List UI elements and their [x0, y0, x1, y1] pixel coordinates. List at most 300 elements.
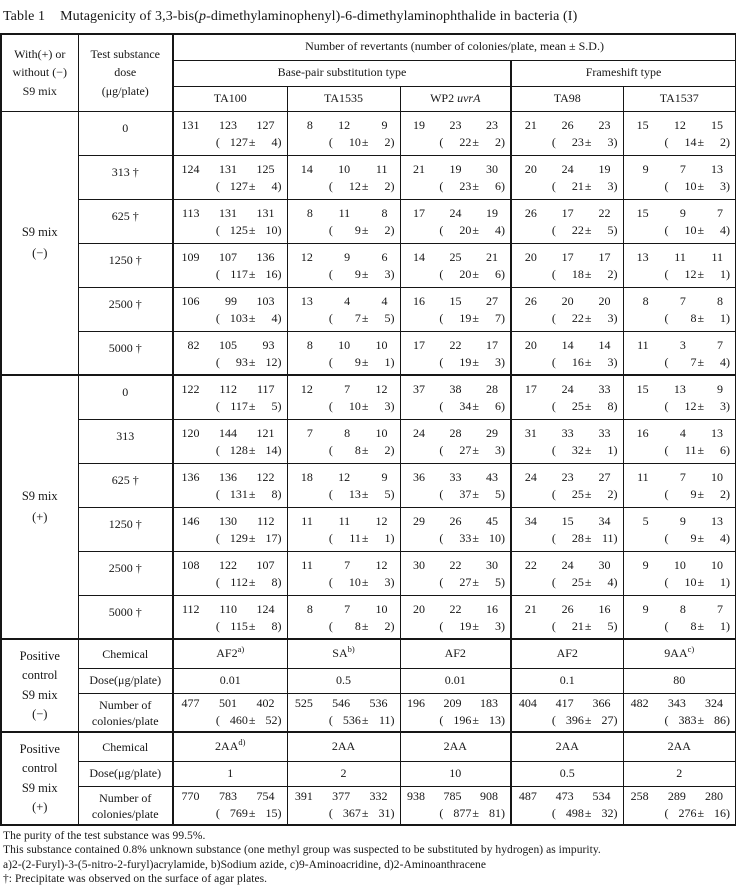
chemical-footnote-ref: c): [687, 644, 695, 655]
count-value: 29: [486, 425, 498, 440]
plus-minus-sign: ±: [361, 618, 369, 633]
plus-minus-sign: ±: [361, 399, 369, 413]
close-paren: ): [613, 354, 618, 369]
plate-counts: [401, 162, 511, 177]
revertant-cell: [511, 463, 623, 507]
open-paren: (: [328, 574, 333, 589]
count-value: 120: [181, 425, 200, 440]
chemical-name: [173, 732, 287, 761]
count-value: 34: [524, 513, 537, 528]
open-paren: (: [328, 266, 333, 281]
chemical-footnote-ref: b): [347, 644, 355, 655]
mean-value: 498: [565, 805, 584, 820]
revertant-cell: [400, 331, 511, 375]
revertant-cell: [400, 199, 511, 243]
sd-value: 3: [720, 399, 727, 413]
mean-sd: [174, 443, 287, 458]
plate-counts: [401, 206, 511, 221]
mean-value: 129: [229, 530, 248, 545]
plus-minus-sign: ±: [697, 178, 705, 193]
close-paren: ): [613, 442, 618, 457]
count-value: 10: [375, 337, 388, 352]
pc-dose-row: [1, 668, 736, 693]
plus-minus-sign: ±: [248, 266, 256, 281]
mean-sd: [288, 179, 400, 194]
plate-counts: [288, 162, 400, 177]
count-value: 8: [381, 205, 388, 220]
chemical-text: AF2: [444, 646, 466, 661]
sd-value: 2: [607, 266, 614, 281]
strain-header-ta1537: TA1537: [623, 86, 736, 111]
sd-value: 2: [384, 134, 391, 149]
count-value: 33: [449, 469, 462, 484]
count-value: 136: [256, 249, 275, 264]
dose-row: [1, 331, 736, 375]
mean-value: 367: [342, 805, 361, 820]
plate-counts: [624, 118, 736, 133]
mean-value: 23: [571, 134, 584, 149]
mean-sd: [174, 135, 287, 150]
table-number: Table 1: [3, 9, 46, 24]
mean-value: 10: [684, 574, 697, 589]
mean-sd: [512, 179, 623, 194]
count-value: 124: [181, 161, 200, 176]
plus-minus-sign: ±: [248, 712, 256, 727]
mean-value: 19: [459, 618, 472, 633]
footnote-purity: The purity of the test substance was 99.5%.: [3, 830, 206, 842]
mean-sd: [174, 619, 287, 634]
open-paren: (: [551, 712, 556, 727]
mean-value: 9: [690, 530, 697, 545]
close-paren: ): [501, 530, 505, 545]
pc-section-label-line: Positive: [19, 741, 60, 756]
count-value: 23: [486, 117, 498, 132]
pc-chemical-row: [1, 732, 736, 761]
count-value: 6: [381, 249, 388, 264]
open-paren: (: [551, 354, 556, 369]
mean-value: 7: [354, 310, 361, 325]
revertant-cell: [173, 243, 287, 287]
strain-header-ta1535: TA1535: [287, 86, 400, 111]
close-paren: ): [613, 805, 618, 820]
dose-value: 1250 †: [78, 243, 173, 287]
count-value: 332: [369, 788, 388, 803]
dose-value: 5000 †: [78, 595, 173, 639]
count-value: 402: [256, 695, 275, 710]
count-value: 26: [449, 513, 462, 528]
close-paren: ): [277, 266, 282, 281]
plate-counts: [512, 789, 623, 804]
pc-dose-value: 1: [173, 761, 287, 786]
count-value: 123: [219, 117, 237, 132]
revertant-cell: [623, 419, 736, 463]
plate-counts: [512, 514, 623, 529]
close-paren: ): [277, 442, 282, 457]
dose-value: 625 †: [78, 199, 173, 243]
sd-value: 6: [495, 266, 501, 281]
pc-row-label-chemical: Chemical: [78, 732, 173, 761]
count-value: 16: [413, 293, 425, 308]
count-value: 11: [301, 557, 313, 572]
open-paren: (: [328, 178, 333, 193]
section-label-line: S9 mix: [21, 224, 58, 239]
close-paren: ): [501, 178, 505, 193]
revertant-cell: [400, 111, 511, 155]
plus-minus-sign: ±: [697, 354, 705, 369]
chemical-name: [623, 639, 736, 668]
count-value: 8: [642, 293, 649, 308]
mean-sd: [288, 355, 400, 370]
plus-minus-sign: ±: [472, 266, 479, 281]
close-paren: ): [277, 486, 282, 501]
count-value: 121: [256, 425, 275, 440]
plus-minus-sign: ±: [697, 266, 705, 281]
plus-minus-sign: ±: [472, 222, 479, 237]
pc-dose-value: 80: [623, 668, 736, 693]
count-value: 37: [413, 382, 425, 396]
count-value: 21: [524, 601, 537, 616]
count-value: 113: [181, 205, 200, 220]
plus-minus-sign: ±: [584, 442, 592, 457]
plus-minus-sign: ±: [248, 486, 256, 501]
plate-counts: [288, 789, 400, 804]
revertant-cell: [287, 287, 400, 331]
open-paren: (: [551, 310, 556, 325]
pc-dose-value: 0.01: [400, 668, 511, 693]
plate-counts: [512, 558, 623, 573]
dose-row: [1, 287, 736, 331]
close-paren: ): [501, 574, 505, 589]
count-value: 25: [449, 249, 462, 264]
mean-value: 10: [348, 399, 361, 413]
close-paren: ): [390, 178, 395, 193]
count-value: 146: [181, 513, 200, 528]
plus-minus-sign: ±: [697, 530, 705, 545]
sd-value: 27: [601, 712, 614, 727]
close-paren: ): [726, 354, 731, 369]
plus-minus-sign: ±: [697, 486, 705, 501]
count-value: 21: [413, 161, 425, 176]
count-value: 21: [486, 249, 498, 264]
plate-counts: [512, 118, 623, 133]
sd-value: 5: [271, 399, 278, 413]
open-paren: (: [328, 805, 333, 820]
count-value: 27: [486, 293, 498, 308]
count-value: 112: [181, 601, 200, 616]
count-value: 10: [673, 557, 686, 572]
revertant-cell: [511, 786, 623, 825]
mean-value: 37: [459, 486, 472, 501]
pc-dose-row: [1, 761, 736, 786]
mean-sd: [624, 223, 736, 238]
mean-sd: [174, 311, 287, 326]
revertant-cell: [623, 287, 736, 331]
pc-row-label-number: [78, 693, 173, 732]
count-value: 9: [381, 117, 388, 132]
chemical-text: 2AA: [331, 739, 356, 754]
revertant-cell: [173, 155, 287, 199]
open-paren: (: [215, 399, 220, 413]
plate-counts: [174, 294, 287, 309]
sd-value: 7: [495, 310, 501, 325]
mean-sd: [288, 223, 400, 238]
mean-sd: [288, 531, 400, 546]
plate-counts: [624, 382, 736, 397]
plate-counts: [288, 382, 400, 397]
count-value: 17: [524, 382, 537, 396]
revertant-cell: [623, 595, 736, 639]
mean-sd: [174, 575, 287, 590]
count-value: 19: [598, 161, 611, 176]
mean-value: 112: [230, 574, 248, 589]
plus-minus-sign: ±: [584, 618, 592, 633]
open-paren: (: [215, 530, 220, 545]
revertant-cell: [400, 375, 511, 419]
pc-section-label-line: (−): [32, 706, 48, 721]
dose-column-header: [78, 34, 173, 111]
revertant-cell: [511, 551, 623, 595]
open-paren: (: [551, 134, 556, 149]
plus-minus-sign: ±: [361, 134, 369, 149]
count-value: 24: [413, 425, 425, 440]
mean-sd: [512, 531, 623, 546]
plus-minus-sign: ±: [697, 442, 705, 457]
plus-minus-sign: ±: [248, 134, 256, 149]
open-paren: (: [439, 618, 444, 633]
close-paren: ): [726, 712, 731, 727]
sd-value: 1: [720, 574, 727, 589]
plate-counts: [624, 558, 736, 573]
s9-header-line: S9 mix: [22, 84, 57, 99]
mean-sd: [288, 575, 400, 590]
revertant-cell: [511, 375, 623, 419]
open-paren: (: [439, 134, 444, 149]
sd-value: 6: [720, 442, 727, 457]
pc-dose-value: 2: [287, 761, 400, 786]
open-paren: (: [664, 805, 669, 820]
revertant-cell: [173, 507, 287, 551]
count-value: 525: [294, 695, 313, 710]
chemical-name: [400, 732, 511, 761]
plate-counts: [624, 338, 736, 353]
mean-sd: [512, 619, 623, 634]
plate-counts: [512, 250, 623, 265]
mean-sd: [624, 399, 736, 414]
close-paren: ): [501, 222, 505, 237]
revertant-cell: [511, 595, 623, 639]
pc-section-label-line: S9 mix: [21, 687, 58, 702]
sd-value: 3: [384, 266, 391, 281]
close-paren: ): [501, 442, 505, 457]
open-paren: (: [664, 399, 669, 413]
count-value: 4: [679, 425, 686, 440]
open-paren: (: [215, 310, 220, 325]
plate-counts: [401, 250, 511, 265]
mean-value: 8: [690, 618, 697, 633]
revertant-cell: [173, 287, 287, 331]
mean-sd: [401, 487, 511, 502]
sd-value: 16: [714, 805, 727, 820]
count-value: 9: [642, 601, 649, 616]
revertant-cell: [400, 155, 511, 199]
revertant-cell: [623, 331, 736, 375]
chemical-text: 2AA: [215, 739, 239, 754]
chemical-name: [623, 732, 736, 761]
mean-sd: [401, 135, 511, 150]
close-paren: ): [277, 618, 282, 633]
open-paren: (: [551, 574, 556, 589]
sd-value: 3: [495, 442, 501, 457]
plus-minus-sign: ±: [697, 310, 705, 325]
close-paren: ): [277, 310, 282, 325]
revertant-cell: [287, 551, 400, 595]
mean-value: 23: [459, 178, 472, 193]
count-value: 11: [338, 513, 351, 528]
mean-value: 21: [571, 618, 584, 633]
open-paren: (: [215, 266, 220, 281]
count-value: 136: [219, 469, 237, 484]
open-paren: (: [664, 222, 669, 237]
plus-minus-sign: ±: [584, 574, 592, 589]
mean-sd: [401, 619, 511, 634]
chemical-name: [287, 639, 400, 668]
count-value: 377: [332, 788, 351, 803]
mean-value: 9: [354, 354, 361, 369]
count-value: 8: [679, 601, 686, 616]
count-value: 33: [598, 382, 611, 396]
count-value: 12: [300, 382, 313, 396]
close-paren: ): [726, 486, 731, 501]
mean-value: 25: [571, 399, 584, 413]
count-value: 8: [344, 425, 351, 440]
close-paren: ): [277, 574, 282, 589]
open-paren: (: [551, 266, 556, 281]
count-value: 10: [711, 469, 724, 484]
open-paren: (: [664, 354, 669, 369]
count-value: 11: [301, 513, 313, 528]
count-value: 136: [181, 469, 200, 484]
count-value: 29: [413, 513, 425, 528]
count-value: 13: [711, 425, 724, 440]
sd-value: 3: [607, 310, 614, 325]
plate-counts: [174, 558, 287, 573]
plate-counts: [401, 118, 511, 133]
mean-sd: [174, 713, 287, 728]
count-value: 482: [630, 695, 649, 710]
pc-section-label-line: S9 mix: [21, 780, 58, 795]
mean-sd: [512, 713, 623, 728]
dose-value: 625 †: [78, 463, 173, 507]
mean-sd: [288, 399, 400, 414]
chemical-footnote-ref: a): [237, 644, 245, 655]
count-value: 289: [667, 788, 686, 803]
sd-value: 11: [601, 530, 614, 545]
open-paren: (: [328, 442, 333, 457]
close-paren: ): [726, 530, 731, 545]
mean-sd: [401, 713, 511, 728]
count-value: 9: [642, 557, 649, 572]
revertant-cell: [287, 155, 400, 199]
plate-counts: [512, 602, 623, 617]
sd-value: 6: [495, 399, 501, 413]
close-paren: ): [726, 266, 731, 281]
mean-value: 10: [348, 574, 361, 589]
sd-value: 6: [495, 178, 501, 193]
mutagenicity-table: [0, 33, 736, 826]
mean-sd: [624, 531, 736, 546]
plate-counts: [624, 696, 736, 711]
plus-minus-sign: ±: [248, 618, 256, 633]
plate-counts: [174, 382, 287, 397]
mean-sd: [174, 531, 287, 546]
count-value: 15: [636, 205, 649, 220]
pc-dose-value: 0.01: [173, 668, 287, 693]
sd-value: 4: [720, 222, 727, 237]
pc-count-row: [1, 693, 736, 732]
sd-value: 2: [384, 442, 391, 457]
pc-dose-value: 2: [623, 761, 736, 786]
count-value: 103: [256, 293, 275, 308]
mean-value: 20: [459, 222, 472, 237]
count-value: 122: [181, 382, 200, 396]
count-value: 10: [338, 161, 351, 176]
count-value: 15: [561, 513, 574, 528]
count-value: 20: [561, 293, 574, 308]
plus-minus-sign: ±: [361, 442, 369, 457]
count-value: 33: [598, 425, 611, 440]
mean-value: 877: [453, 805, 472, 820]
mean-value: 12: [684, 399, 697, 413]
mean-value: 16: [571, 354, 584, 369]
close-paren: ): [390, 222, 395, 237]
plate-counts: [401, 426, 511, 441]
table-caption-post: -dimethylaminophenyl)-6-dimethylaminophthalide in bacteria (I): [206, 9, 578, 24]
count-value: 20: [598, 293, 611, 308]
mean-value: 9: [354, 222, 361, 237]
plus-minus-sign: ±: [361, 266, 369, 281]
count-value: 280: [705, 788, 724, 803]
mean-sd: [624, 806, 736, 821]
count-value: 22: [449, 557, 462, 572]
open-paren: (: [328, 354, 333, 369]
count-value: 5: [642, 513, 649, 528]
plate-counts: [512, 206, 623, 221]
count-value: 343: [667, 695, 686, 710]
plus-minus-sign: ±: [248, 530, 256, 545]
sd-value: 2: [384, 222, 391, 237]
revertant-cell: [623, 111, 736, 155]
open-paren: (: [439, 574, 444, 589]
mean-sd: [624, 135, 736, 150]
revertant-cell: [287, 693, 400, 732]
footnote-chemical-abbreviations: a)2-(2-Furyl)-3-(5-nitro-2-furyl)acrylamide, b)Sodium azide, c)9-Aminoacridine, d)2-Aminoanthracene: [3, 858, 486, 871]
close-paren: ): [501, 805, 505, 820]
plus-minus-sign: ±: [248, 442, 256, 457]
count-value: 28: [449, 425, 462, 440]
revertants-header: Number of revertants (number of colonies/plate, mean ± S.D.): [173, 34, 736, 60]
mean-sd: [512, 355, 623, 370]
close-paren: ): [726, 399, 731, 413]
count-value: 13: [673, 382, 686, 396]
count-value: 22: [449, 601, 462, 616]
sd-value: 2: [607, 486, 614, 501]
count-value: 26: [524, 293, 537, 308]
close-paren: ): [726, 618, 731, 633]
close-paren: ): [613, 530, 618, 545]
count-value: 30: [598, 557, 611, 572]
sd-value: 4: [271, 178, 278, 193]
mean-value: 12: [348, 178, 361, 193]
